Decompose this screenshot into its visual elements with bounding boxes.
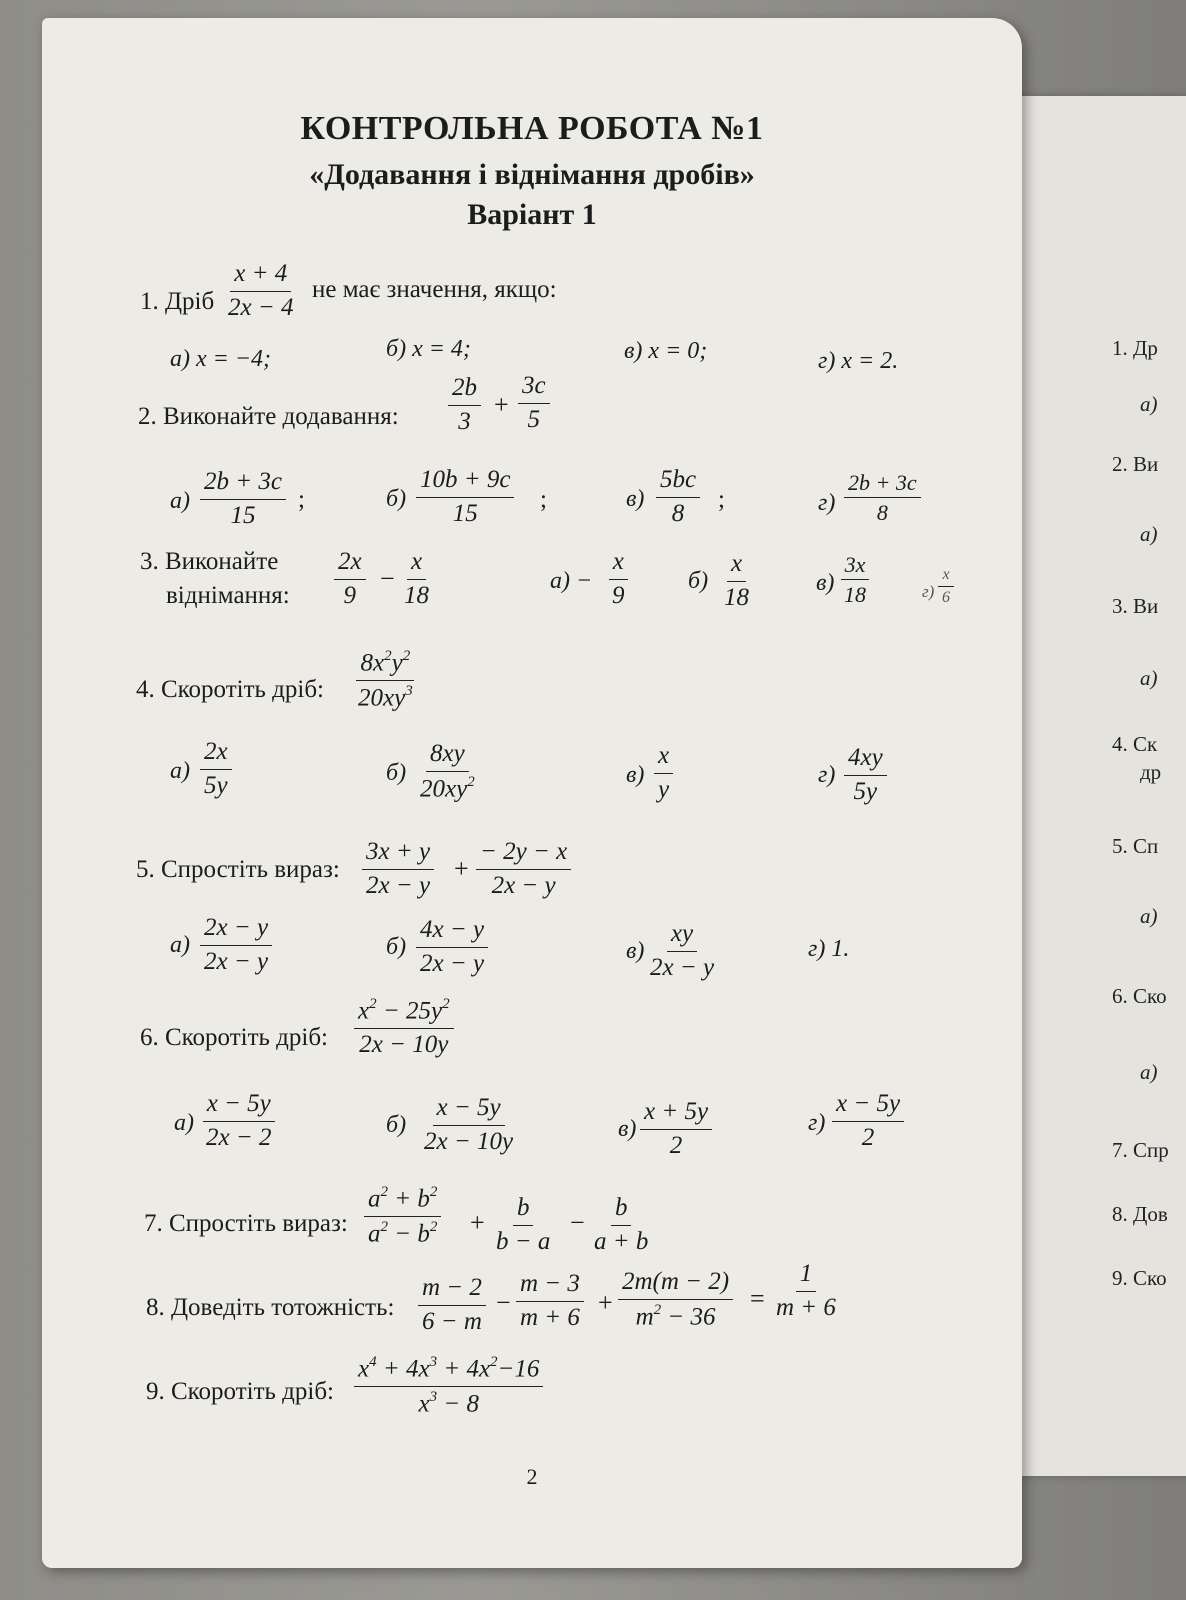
q5-opt-c-prefix: в)	[626, 938, 645, 964]
q8-f3-num: 2m(m − 2)	[618, 1268, 733, 1300]
q5-opt-a-prefix: а)	[170, 932, 190, 958]
q3-opt-a-num: x	[609, 548, 628, 580]
q4-opt-c-den: y	[658, 775, 670, 803]
q2-opt-a-prefix: а)	[170, 488, 190, 514]
q6-opt-c	[640, 1098, 712, 1161]
q4-opt-c	[654, 742, 673, 805]
q4-opt-d	[844, 744, 887, 807]
q8-f1-num: m − 2	[418, 1274, 486, 1306]
q1-option-c: в) x = 0;	[624, 338, 708, 364]
q8-f2-num: m − 3	[516, 1270, 584, 1302]
q3-opt-c-prefix: в)	[816, 570, 835, 596]
q6-opt-a	[202, 1090, 275, 1153]
q3-fraction-2	[400, 548, 433, 611]
q7-f2-num: b	[513, 1194, 534, 1226]
q5-opt-d: г) 1.	[808, 936, 850, 962]
q6-numerator: $x^2 - 25y^2$	[354, 996, 454, 1029]
q7-f3-num: b	[611, 1194, 632, 1226]
q3-opt-b-den: 18	[724, 583, 749, 611]
q3-fraction-1	[334, 548, 366, 611]
q6-opt-c-prefix: в)	[618, 1116, 637, 1142]
q2-opt-b-num: 10b + 9c	[416, 466, 514, 498]
right-q6-opt: а)	[1140, 1060, 1158, 1084]
q3-opt-c-num: 3x	[841, 552, 870, 580]
variant-label: Варіант 1	[467, 198, 597, 231]
q2-fraction-2	[518, 372, 550, 435]
q6-opt-b-prefix: б)	[386, 1112, 407, 1138]
right-q7: 7. Спр	[1112, 1138, 1169, 1162]
plus-sign: +	[494, 390, 509, 419]
q5-opt-c	[646, 920, 718, 983]
q2-opt-d-den: 8	[876, 500, 888, 526]
q3-opt-c	[840, 552, 870, 608]
q5-opt-a-num: 2x − y	[200, 914, 272, 946]
worksheet-page	[42, 18, 1022, 1568]
q3-label-2: віднімання:	[166, 582, 290, 609]
right-q3-opt: а)	[1140, 666, 1158, 690]
q3-opt-b-prefix: б)	[688, 568, 709, 594]
q3-opt-a-prefix: а) −	[550, 568, 593, 594]
q7-f3-den: a + b	[594, 1227, 649, 1255]
page-number: 2	[526, 1464, 538, 1489]
q6-opt-d-den: 2	[861, 1123, 875, 1151]
q2-f2-numerator: 3c	[518, 372, 550, 404]
q7-fraction-2	[492, 1194, 554, 1257]
q2-label: 2. Виконайте додавання:	[138, 403, 399, 430]
separator: ;	[298, 486, 305, 513]
q6-fraction	[354, 996, 454, 1060]
q3-f2-den: 18	[404, 581, 429, 609]
q6-opt-b	[420, 1094, 517, 1157]
q3-f1-num: 2x	[334, 548, 366, 580]
q4-opt-c-prefix: в)	[626, 762, 645, 788]
q5-f1-num: 3x + y	[362, 838, 434, 870]
q2-opt-a-num: 2b + 3c	[200, 468, 286, 500]
plus-sign: +	[470, 1208, 485, 1237]
q5-opt-b	[416, 916, 488, 979]
q8-f4-den: m + 6	[776, 1293, 836, 1321]
q6-opt-a-prefix: а)	[174, 1110, 194, 1136]
q4-opt-b	[416, 740, 479, 804]
q8-label: 8. Доведіть тотожність:	[146, 1294, 395, 1321]
q5-f1-den: 2x − y	[366, 871, 431, 899]
q2-opt-d	[844, 470, 921, 526]
q2-opt-a	[200, 468, 286, 531]
q3-opt-c-den: 18	[844, 582, 866, 608]
q7-f1-den: $a^2 - b^2$	[368, 1219, 438, 1248]
right-q2: 2. Ви	[1112, 452, 1159, 476]
q4-numerator: $8x^2y^2$	[356, 648, 414, 681]
plus-sign: +	[454, 854, 469, 883]
right-q1: 1. Др	[1112, 336, 1158, 360]
q8-fraction-4	[772, 1260, 840, 1323]
q1-option-d: г) x = 2.	[818, 348, 899, 374]
q3-opt-a	[608, 548, 629, 611]
q4-opt-b-prefix: б)	[386, 760, 407, 786]
q4-opt-c-num: x	[654, 742, 673, 774]
minus-sign: −	[496, 1288, 511, 1317]
q5-opt-c-den: 2x − y	[650, 953, 715, 981]
q8-fraction-3	[618, 1268, 733, 1332]
q7-f2-den: b − a	[496, 1227, 551, 1255]
q2-opt-a-den: 15	[230, 501, 256, 529]
q6-opt-d-num: x − 5y	[832, 1090, 904, 1122]
q4-opt-b-den: $20xy^2$	[420, 773, 475, 803]
page-subtitle: «Додавання і віднімання дробів»	[309, 158, 755, 191]
q6-opt-c-den: 2	[669, 1131, 683, 1159]
q6-opt-b-den: 2x − 10y	[424, 1127, 514, 1155]
q3-opt-d-num: x	[938, 566, 953, 587]
q2-opt-b	[416, 466, 514, 529]
q4-opt-a	[200, 738, 232, 801]
q4-fraction	[354, 648, 417, 714]
q3-f2-num: x	[407, 548, 426, 580]
right-q4: 4. Ск	[1112, 732, 1158, 756]
minus-sign: −	[380, 564, 395, 593]
q8-fraction-2	[516, 1270, 584, 1333]
q2-opt-c-num: 5bc	[656, 466, 700, 498]
q1-fraction	[224, 260, 297, 323]
q4-opt-a-num: 2x	[200, 738, 232, 770]
q3-opt-b	[720, 550, 753, 613]
q5-opt-c-num: xy	[667, 920, 697, 952]
q2-opt-c	[656, 466, 700, 529]
q2-f1-numerator: 2b	[448, 374, 481, 406]
q9-label: 9. Скоротіть дріб:	[146, 1378, 335, 1405]
plus-sign: +	[598, 1288, 613, 1317]
q5-fraction-2	[476, 838, 571, 901]
page-title: КОНТРОЛЬНА РОБОТА №1	[300, 110, 764, 147]
q3-opt-d	[938, 566, 954, 608]
q7-fraction-3	[590, 1194, 652, 1257]
q1-option-a: а) x = −4;	[170, 346, 272, 372]
q5-fraction-1	[362, 838, 434, 901]
q9-numerator: $x^4 + 4x^3 + 4x^2-16$	[354, 1354, 543, 1387]
q6-opt-b-num: x − 5y	[433, 1094, 505, 1126]
q9-denominator: $x^3 - 8$	[418, 1389, 479, 1418]
q4-opt-d-prefix: г)	[818, 762, 836, 788]
q6-opt-c-num: x + 5y	[640, 1098, 712, 1130]
q4-opt-d-den: 5y	[853, 777, 878, 805]
right-q2-opt: а)	[1140, 522, 1158, 546]
equals-sign: =	[750, 1284, 765, 1313]
q2-fraction-1	[448, 374, 481, 437]
q4-opt-d-num: 4xy	[844, 744, 887, 776]
q8-fraction-1	[418, 1274, 486, 1337]
separator: ;	[540, 486, 547, 513]
q2-opt-d-num: 2b + 3c	[844, 470, 921, 498]
q7-f1-num: $a^2 + b^2$	[364, 1184, 441, 1217]
q6-opt-d	[832, 1090, 904, 1153]
q2-opt-c-prefix: в)	[626, 486, 645, 512]
q7-fraction-1	[364, 1184, 441, 1250]
q3-opt-d-prefix: г)	[922, 582, 935, 601]
q8-f1-den: 6 − m	[422, 1307, 482, 1335]
q4-label: 4. Скоротіть дріб:	[136, 676, 325, 703]
q4-opt-a-den: 5y	[204, 771, 228, 799]
q2-opt-d-prefix: г)	[818, 490, 836, 516]
q1-option-b: б) x = 4;	[386, 336, 471, 362]
q2-f2-denominator: 5	[527, 405, 541, 433]
q5-opt-a	[200, 914, 272, 977]
q2-opt-b-den: 15	[452, 499, 478, 527]
q3-label-1: 3. Виконайте	[140, 548, 279, 575]
q1-label: 1. Дріб	[140, 288, 215, 315]
q1-tail: не має значення, якщо:	[312, 276, 557, 303]
right-q8: 8. Дов	[1112, 1202, 1168, 1226]
right-page	[1012, 96, 1186, 1476]
q6-opt-a-num: x − 5y	[203, 1090, 275, 1122]
q5-opt-a-den: 2x − y	[204, 947, 269, 975]
q7-label: 7. Спростіть вираз:	[144, 1210, 348, 1237]
q5-label: 5. Спростіть вираз:	[136, 856, 340, 883]
q3-opt-b-num: x	[727, 550, 746, 582]
q5-opt-b-num: 4x − y	[416, 916, 488, 948]
separator: ;	[718, 486, 725, 513]
q3-opt-a-den: 9	[612, 581, 625, 609]
right-q9: 9. Ско	[1112, 1266, 1167, 1290]
right-q5: 5. Сп	[1112, 834, 1159, 858]
q8-f4-num: 1	[796, 1260, 817, 1292]
q5-f2-num: − 2y − x	[476, 838, 571, 870]
q2-opt-c-den: 8	[671, 499, 685, 527]
q9-fraction	[354, 1354, 543, 1420]
q2-f1-denominator: 3	[458, 407, 471, 435]
q6-label: 6. Скоротіть дріб:	[140, 1024, 329, 1051]
q8-f3-den: $m^2 - 36$	[635, 1301, 716, 1331]
right-q1-opt: а)	[1140, 392, 1158, 416]
right-q6: 6. Ско	[1112, 984, 1167, 1008]
q6-opt-d-prefix: г)	[808, 1110, 826, 1136]
q5-f2-den: 2x − y	[491, 871, 556, 899]
q5-opt-b-prefix: б)	[386, 934, 407, 960]
q3-opt-d-den: 6	[942, 589, 950, 607]
minus-sign: −	[570, 1208, 585, 1237]
q1-numerator: x + 4	[230, 260, 291, 292]
right-q4-cont: др	[1140, 760, 1162, 784]
q6-opt-a-den: 2x − 2	[206, 1123, 272, 1151]
q8-f2-den: m + 6	[520, 1303, 580, 1331]
right-q5-opt: а)	[1140, 904, 1158, 928]
q2-opt-b-prefix: б)	[386, 486, 407, 512]
q4-denominator: $20xy^3$	[358, 683, 413, 712]
q6-denominator: 2x − 10y	[359, 1031, 449, 1059]
q1-denominator: 2x − 4	[228, 293, 294, 321]
right-q3: 3. Ви	[1112, 594, 1159, 618]
q4-opt-a-prefix: а)	[170, 758, 190, 784]
q4-opt-b-num: 8xy	[426, 740, 469, 772]
q3-f1-den: 9	[343, 581, 357, 609]
q5-opt-b-den: 2x − y	[420, 949, 485, 977]
